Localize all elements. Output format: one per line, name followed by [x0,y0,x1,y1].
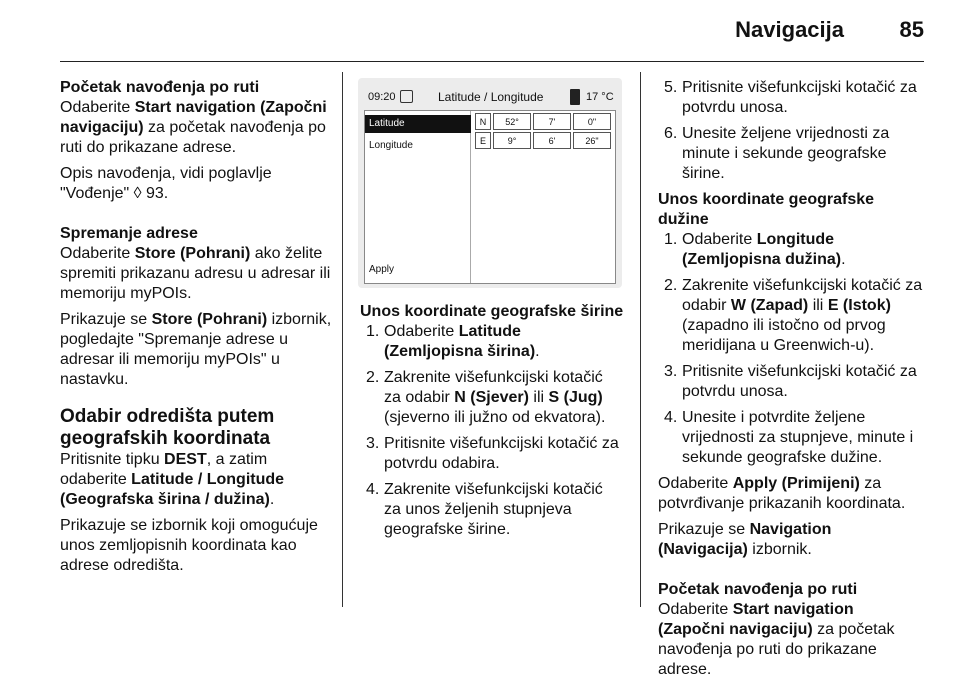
menu-item-apply[interactable]: Apply [369,264,395,275]
list-item: 4. Zakrenite višefunkcijski kotačić za unos željenih stupnjeva geografske širine. [366,481,603,538]
steps-list [658,78,924,184]
paragraph: Odaberite Apply (Primijeni) za potvrđivanje prikazanih koordinata. [658,475,906,512]
coordinate-menu [365,111,471,283]
status-bar [364,86,616,108]
paragraph: Prikazuje se Navigation (Navigacija) izbornik. [658,521,832,558]
clock-time: 09:20 [368,91,396,103]
page-title: Navigacija [735,17,844,42]
list-item: 2. Zakrenite višefunkcijski kotačić za odabir N (Sjever) ili S (Jug) (sjeverno ili južno od ekvatora). [366,369,606,426]
list-item: 1. Odaberite Longitude (Zemljopisna dužina). [664,231,846,268]
menu-item-latitude[interactable]: Latitude [365,115,471,133]
lat-degrees[interactable]: 52° [493,113,531,130]
section-heading: Početak navođenja po ruti [658,581,858,598]
paragraph: Opis navođenja, vidi poglavlje "Vođenje" ◊ 93. [60,165,272,202]
section-heading: Unos koordinate geografske dužine [658,191,875,228]
steps-list [360,322,624,540]
lat-minutes[interactable]: 7' [533,113,571,130]
list-item: 2. Zakrenite višefunkcijski kotačić za odabir W (Zapad) ili E (Istok) (zapadno ili istočno od prvog meridijana u Greenwich-u). [664,277,923,354]
paragraph: Odaberite Start navigation (Započni navigaciju) za početak navođenja po ruti do prikazane adrese. [658,601,895,678]
menu-item-longitude[interactable]: Longitude [369,140,413,151]
section-heading: Početak navođenja po ruti [60,79,260,96]
list-item: 6. Unesite željene vrijednosti za minute i sekunde geografske širine. [664,125,890,182]
clock-icon [400,90,413,103]
lon-direction[interactable]: E [475,132,491,149]
lon-degrees[interactable]: 9° [493,132,531,149]
screen-title: Latitude / Longitude [438,90,544,104]
paragraph: Odaberite Start navigation (Započni navigaciju) za početak navođenja po ruti do prikazane adrese. [60,99,327,156]
section-heading: Unos koordinate geografske širine [360,303,624,320]
list-item: 3. Pritisnite višefunkcijski kotačić za potvrdu unosa. [664,363,917,400]
list-item: 3. Pritisnite višefunkcijski kotačić za potvrdu odabira. [366,435,619,472]
steps-list [658,230,924,468]
column-divider [342,72,343,607]
column-2 [360,302,624,546]
lat-direction[interactable]: N [475,113,491,130]
page-header [60,12,924,62]
temperature: 17 °C [586,91,614,103]
lat-seconds[interactable]: 0" [573,113,611,130]
page-number: 85 [899,17,924,42]
list-item: 4. Unesite i potvrdite željene vrijednosti za stupnjeve, minute i sekunde geografske dužine. [664,409,914,466]
paragraph: Pritisnite tipku DEST, a zatim odaberite Latitude / Longitude (Geografska širina / dužina). [60,451,285,508]
lon-minutes[interactable]: 6' [533,132,571,149]
paragraph: Odaberite Store (Pohrani) ako želite spremiti prikazanu adresu u adresar ili memoriju myPOIs. [60,245,331,302]
lon-seconds[interactable]: 26" [573,132,611,149]
display-screenshot [358,78,622,288]
column-divider [640,72,641,607]
list-item: 5. Pritisnite višefunkcijski kotačić za potvrdu unosa. [664,79,917,116]
section-heading: Spremanje adrese [60,225,198,242]
display-area [364,110,616,284]
column-1 [60,78,332,582]
chapter-heading: Odabir odredišta putem geografskih koordinata [60,406,275,449]
column-3 [658,78,924,686]
paragraph: Prikazuje se Store (Pohrani) izbornik, pogledajte "Spremanje adrese u adresar ili memoriju myPOIs" u nastavku. [60,311,332,388]
phone-icon [570,89,580,105]
paragraph: Prikazuje se izbornik koji omogućuje unos zemljopisnih koordinata kao adrese odredišta. [60,517,318,574]
list-item: 1. Odaberite Latitude (Zemljopisna širina). [366,323,540,360]
